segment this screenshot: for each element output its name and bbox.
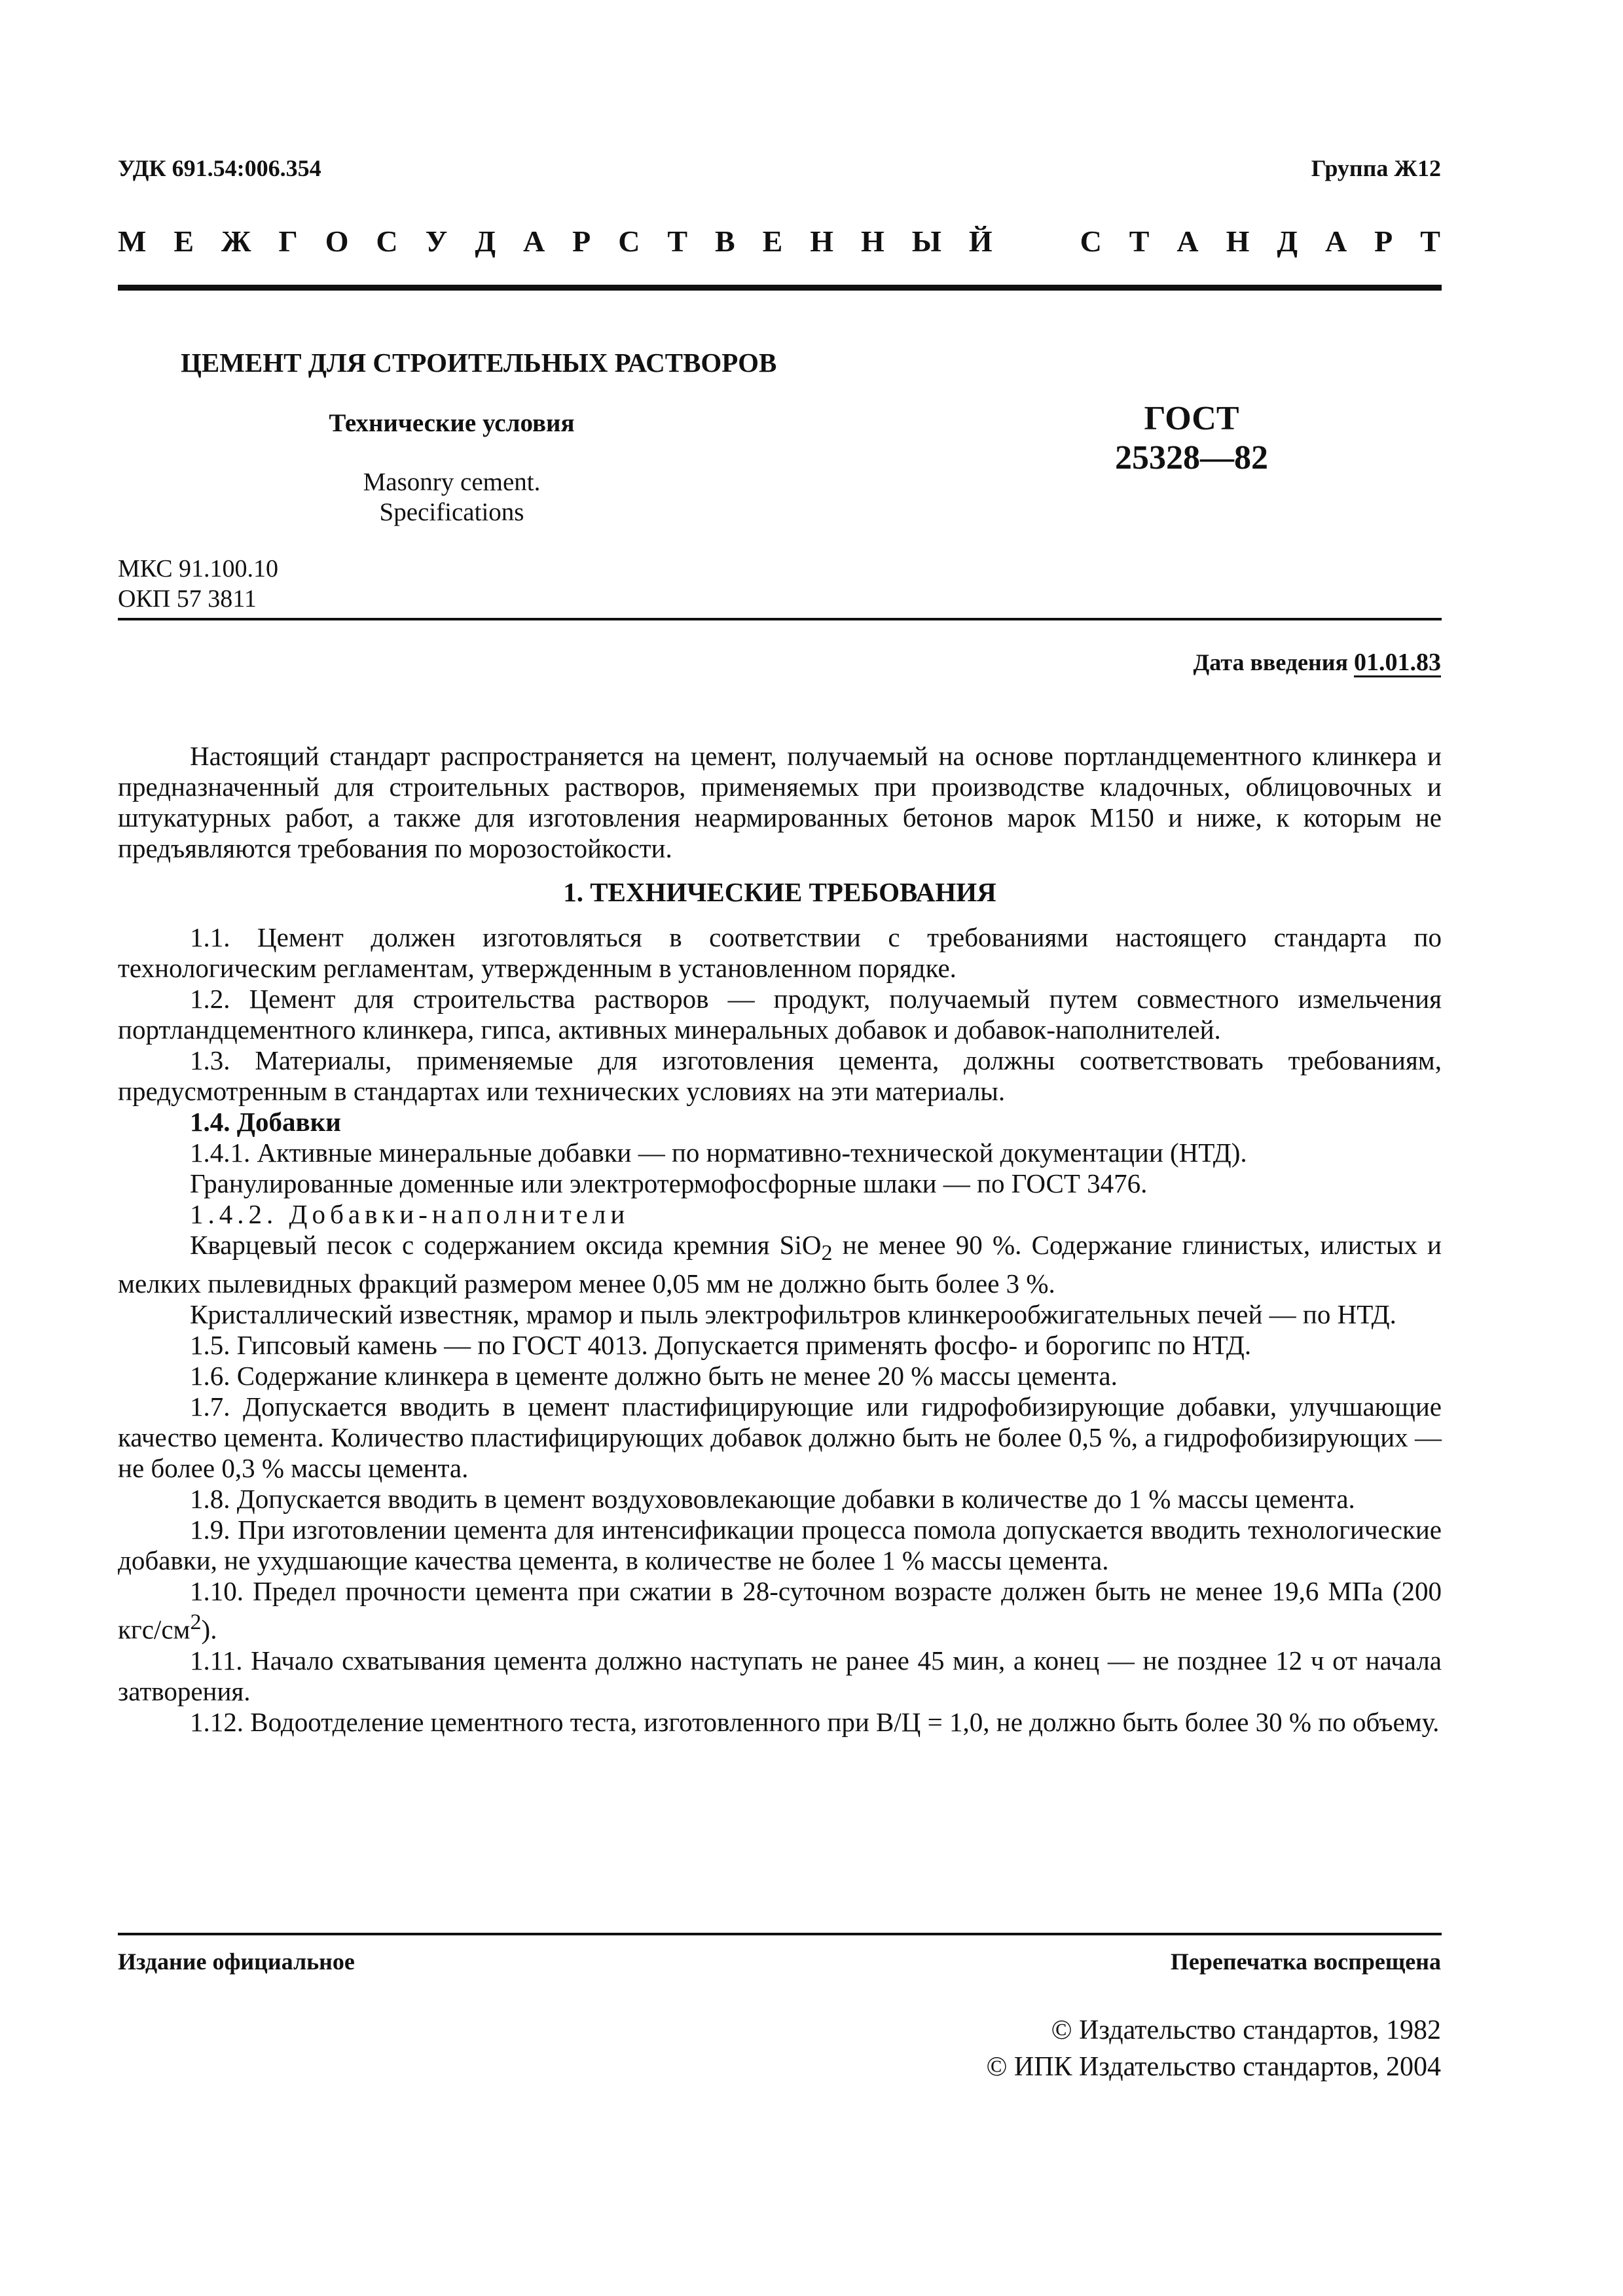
clause-1-5: 1.5. Гипсовый камень — по ГОСТ 4013. Допускается применять фосфо- и борогипс по НТД. <box>190 1330 1252 1361</box>
banner-letter: С <box>1080 224 1102 258</box>
sio2-subscript: 2 <box>821 1241 833 1266</box>
clause-1-10-end: ). <box>201 1614 217 1645</box>
official-edition: Издание официальное <box>118 1948 355 1975</box>
intro-paragraph: Настоящий стандарт распространяется на цемент, получаемый на основе портландцементного клинкера и предназначенный для строительных растворов, применяемых при производстве кладочных, облицовочных и штукатурных работ, а также для изготовления неармированных бетонов марок М150 и ниже, к которым не предъявляются требования по морозостойкости. <box>118 741 1442 863</box>
quartz-text-b: не менее 90 %. Содержание глинистых, илистых и мелких пылевидных фракций размером менее 0,05 мм не должно быть более 3 %. <box>118 1230 1442 1299</box>
clause-1-12: 1.12. Водоотделение цементного теста, изготовленного при В/Ц = 1,0, не должно быть более 30 % по объему. <box>190 1706 1440 1737</box>
banner-letter: М <box>118 224 147 258</box>
group-code: Группа Ж12 <box>1311 155 1441 181</box>
banner-letter: Р <box>572 224 591 258</box>
clause-1-8: 1.8. Допускается вводить в цемент воздухововлекающие добавки в количестве до 1 % массы цемента. <box>190 1484 1355 1515</box>
banner-letter: Т <box>1129 224 1150 258</box>
banner-letter: У <box>425 224 448 258</box>
banner-letter: А <box>522 224 545 258</box>
banner-letter: Й <box>968 224 993 258</box>
banner-letter: Е <box>173 224 194 258</box>
mks-code: МКС 91.100.10 <box>118 555 279 583</box>
banner-letter: Н <box>1226 224 1250 258</box>
clause-1-7: 1.7. Допускается вводить в цемент пластифицирующие или гидрофобизирующие добавки, улучшающие качество цемента. Количество пластифицирующих добавок должно быть не более 0,5 %, а гидрофобизирующих — не более 0,3 % массы цемента. <box>118 1391 1442 1484</box>
banner-letter: Д <box>475 224 496 258</box>
banner-letter: Н <box>861 224 884 258</box>
clause-1-10-text: 1.10. Предел прочности цемента при сжатии в 28-суточном возрасте должен быть не менее 19,6 МПа (200 кгс/см <box>118 1576 1442 1645</box>
banner-letter: С <box>618 224 640 258</box>
unit-superscript: 2 <box>190 1610 202 1635</box>
section-heading: 1. ТЕХНИЧЕСКИЕ ТРЕБОВАНИЯ <box>563 877 996 907</box>
quartz-text-a: Кварцевый песок с содержанием оксида кремния SiO <box>190 1230 822 1260</box>
clause-1-1: 1.1. Цемент должен изготовляться в соответствии с требованиями настоящего стандарта по технологическим регламентам, утвержденным в установленном порядке. <box>118 922 1442 983</box>
limestone-paragraph: Кристаллический известняк, мрамор и пыль электрофильтров клинкерообжигательных печей — по НТД. <box>190 1299 1396 1330</box>
footer-rule <box>118 1933 1442 1935</box>
date-label: Дата введения <box>1193 649 1348 675</box>
subtitle-ru: Технические условия <box>329 409 575 437</box>
banner-letter: А <box>1176 224 1199 258</box>
effective-date <box>1194 648 1442 677</box>
subtitle-en-line1: Masonry cement. <box>363 468 541 496</box>
clause-1-10 <box>118 1576 1442 1645</box>
copyright-2004: © ИПК Издательство стандартов, 2004 <box>986 2052 1441 2082</box>
okp-code: ОКП 57 3811 <box>118 585 257 613</box>
document-body <box>118 741 1442 1738</box>
meta-rule <box>118 618 1442 620</box>
gost-label: ГОСТ <box>1144 400 1239 437</box>
banner-letter: Е <box>762 224 783 258</box>
banner-letter: Д <box>1277 224 1298 258</box>
banner-letter: Ы <box>911 224 941 258</box>
udk-code: УДК 691.54:006.354 <box>118 155 321 181</box>
banner-letter: В <box>715 224 735 258</box>
clause-1-2: 1.2. Цемент для строительства растворов — продукт, получаемый путем совместного измельчения портландцементного клинкера, гипса, активных минеральных добавок и добавок-наполнителей. <box>118 984 1442 1045</box>
banner-letter: А <box>1324 224 1347 258</box>
date-value: 01.01.83 <box>1354 649 1441 676</box>
subtitle-en-line2: Specifications <box>379 498 524 526</box>
banner-letter: О <box>325 224 349 258</box>
banner-letter: Р <box>1374 224 1393 258</box>
banner-gap <box>1020 224 1053 259</box>
clause-1-3: 1.3. Материалы, применяемые для изготовления цемента, должны соответствовать требованиям, предусмотренным в стандартах или технических условиях на эти материалы. <box>118 1045 1442 1106</box>
clause-1-11: 1.11. Начало схватывания цемента должно наступать не ранее 45 мин, а конец — не позднее 12 ч от начала затворения. <box>118 1645 1442 1706</box>
clause-1-4-1: 1.4.1. Активные минеральные добавки — по нормативно-технической документации (НТД). <box>190 1138 1247 1168</box>
gost-number: 25328—82 <box>1115 439 1268 476</box>
banner-letter: Г <box>278 224 298 258</box>
clause-1-6: 1.6. Содержание клинкера в цементе должно быть не менее 20 % массы цемента. <box>190 1361 1118 1391</box>
standard-banner <box>118 224 1440 259</box>
banner-letter: Т <box>1420 224 1440 258</box>
document-title: ЦЕМЕНТ ДЛЯ СТРОИТЕЛЬНЫХ РАСТВОРОВ <box>181 348 777 378</box>
clause-1-4-heading: 1.4. Добавки <box>190 1107 341 1137</box>
banner-letter: Н <box>810 224 834 258</box>
reprint-notice: Перепечатка воспрещена <box>1170 1948 1441 1975</box>
header-rule <box>118 285 1442 291</box>
banner-letter: Ж <box>221 224 251 258</box>
clause-1-4-1-slag: Гранулированные доменные или электротермофосфорные шлаки — по ГОСТ 3476. <box>190 1168 1148 1198</box>
quartz-sand-paragraph <box>118 1230 1442 1299</box>
banner-letter: С <box>376 224 398 258</box>
banner-letter: Т <box>667 224 688 258</box>
clause-1-4-2-heading: 1.4.2. Добавки-наполнители <box>190 1199 630 1229</box>
copyright-1982: © Издательство стандартов, 1982 <box>1051 2015 1441 2045</box>
clause-1-9: 1.9. При изготовлении цемента для интенсификации процесса помола допускается вводить технологические добавки, не ухудшающие качества цемента, в количестве не более 1 % массы цемента. <box>118 1515 1442 1576</box>
